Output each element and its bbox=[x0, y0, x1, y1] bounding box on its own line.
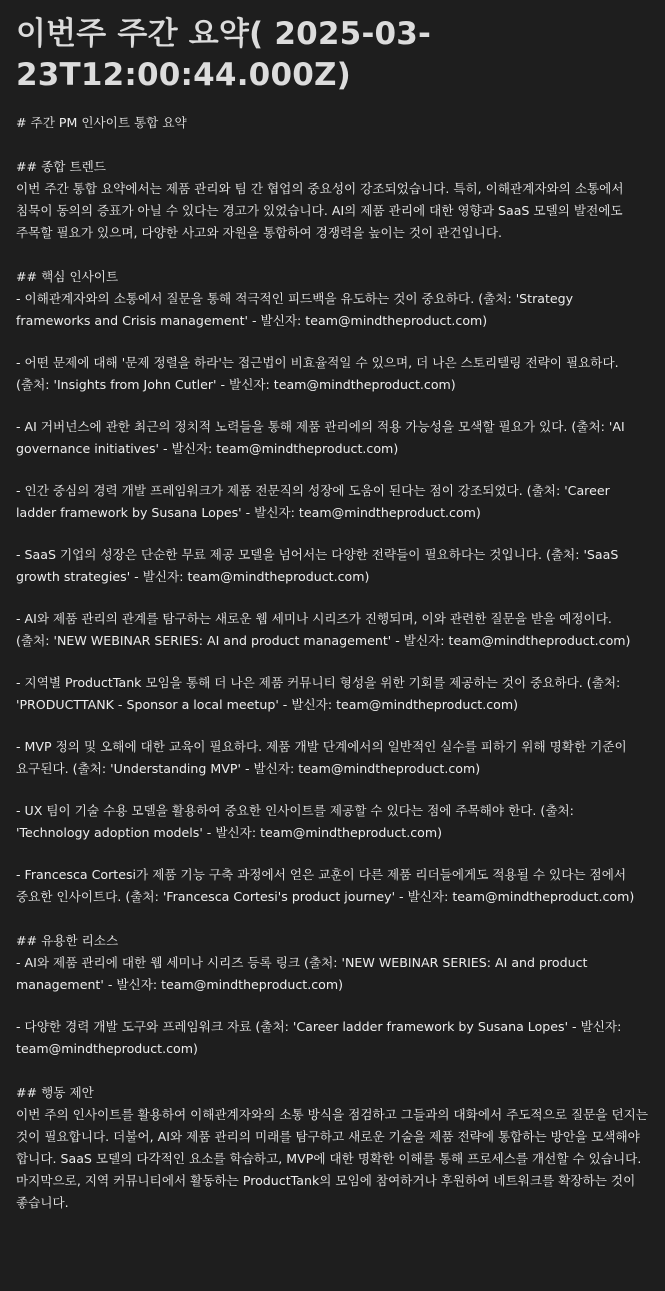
insights-heading: ## 핵심 인사이트 bbox=[16, 269, 119, 284]
actions-body: 이번 주의 인사이트를 활용하여 이해관계자와의 소통 방식을 점검하고 그들과의 대화에서 주도적으로 질문을 던지는 것이 필요합니다. 더불어, AI와 제품 관리의 미래를 탐구하고 새로운 기술을 제품 전략에 통합하는 방안을 모색해야 합니다. SaaS 모델의 다각적인 요소를 학습하고, MVP에 대한 명확한 이해를 통해 프로세스를 개선할 수 있습니다. 마지막으로, 지역 커뮤니티에서 활동하는 ProductTank의 모임에 참여하거나 후원하여 네트워크를 확장하는 것이 좋습니다. bbox=[16, 1107, 648, 1210]
insight-item: - UX 팀이 기술 수용 모델을 활용하여 중요한 인사이트를 제공할 수 있다는 점에 주목해야 한다. (출처: 'Technology adoption models' - 발신자: team@mindtheproduct.com) bbox=[16, 803, 574, 840]
insight-item: - MVP 정의 및 오해에 대한 교육이 필요하다. 제품 개발 단계에서의 일반적인 실수를 피하기 위해 명확한 기준이 요구된다. (출처: 'Understanding MVP' - 발신자: team@mindtheproduct.com) bbox=[16, 739, 627, 776]
trend-body: 이번 주간 통합 요약에서는 제품 관리와 팀 간 협업의 중요성이 강조되었습니다. 특히, 이해관계자와의 소통에서 침묵이 동의의 증표가 아닐 수 있다는 경고가 있었습니다. AI의 제품 관리에 대한 영향과 SaaS 모델의 발전에도 주목할 필요가 있으며, 다양한 사고와 자원을 통합하여 경쟁력을 높이는 것이 관건입니다. bbox=[16, 181, 624, 240]
resources-heading: ## 유용한 리소스 bbox=[16, 933, 119, 948]
resource-item: - AI와 제품 관리에 대한 웹 세미나 시리즈 등록 링크 (출처: 'NEW WEBINAR SERIES: AI and product management' - 발신자: team@mindtheproduct.com) bbox=[16, 955, 588, 992]
insight-item: - 인간 중심의 경력 개발 프레임워크가 제품 전문직의 성장에 도움이 된다는 점이 강조되었다. (출처: 'Career ladder framework by Susana Lopes' - 발신자: team@mindtheproduct.com) bbox=[16, 483, 610, 520]
trend-heading: ## 종합 트렌드 bbox=[16, 159, 106, 174]
insight-item: - SaaS 기업의 성장은 단순한 무료 제공 모델을 넘어서는 다양한 전략들이 필요하다는 것입니다. (출처: 'SaaS growth strategies' - 발신자: team@mindtheproduct.com) bbox=[16, 547, 619, 584]
insight-item: - Francesca Cortesi가 제품 기능 구축 과정에서 얻은 교훈이 다른 제품 리더들에게도 적용될 수 있다는 점에서 중요한 인사이트다. (출처: 'Francesca Cortesi's product journey' - 발신자: team@mindtheproduct.com) bbox=[16, 867, 635, 904]
insight-item: - AI 거버넌스에 관한 최근의 정치적 노력들을 통해 제품 관리에의 적용 가능성을 모색할 필요가 있다. (출처: 'AI governance initiatives' - 발신자: team@mindtheproduct.com) bbox=[16, 419, 625, 456]
resource-item: - 다양한 경력 개발 도구와 프레임워크 자료 (출처: 'Career ladder framework by Susana Lopes' - 발신자: team@mindtheproduct.com) bbox=[16, 1019, 622, 1056]
insight-item: - 이해관계자와의 소통에서 질문을 통해 적극적인 피드백을 유도하는 것이 중요하다. (출처: 'Strategy frameworks and Crisis management' - 발신자: team@mindtheproduct.com) bbox=[16, 291, 574, 328]
doc-heading: # 주간 PM 인사이트 통합 요약 bbox=[16, 115, 187, 130]
insight-item: - AI와 제품 관리의 관계를 탐구하는 새로운 웹 세미나 시리즈가 진행되며, 이와 관련한 질문을 받을 예정이다. (출처: 'NEW WEBINAR SERIES: AI and product management' - 발신자: team@mindtheproduct.com) bbox=[16, 611, 631, 648]
summary-content bbox=[16, 112, 649, 1214]
page-title: 이번주 주간 요약( 2025-03-23T12:00:44.000Z) bbox=[16, 16, 432, 93]
insight-item: - 지역별 ProductTank 모임을 통해 더 나은 제품 커뮤니티 형성을 위한 기회를 제공하는 것이 중요하다. (출처: 'PRODUCTTANK - Sponsor a local meetup' - 발신자: team@mindtheproduct.com) bbox=[16, 675, 621, 712]
actions-heading: ## 행동 제안 bbox=[16, 1085, 94, 1100]
insight-item: - 어떤 문제에 대해 '문제 정렬을 하라'는 접근법이 비효율적일 수 있으며, 더 나은 스토리텔링 전략이 필요하다. (출처: 'Insights from John Cutler' - 발신자: team@mindtheproduct.com) bbox=[16, 355, 619, 392]
